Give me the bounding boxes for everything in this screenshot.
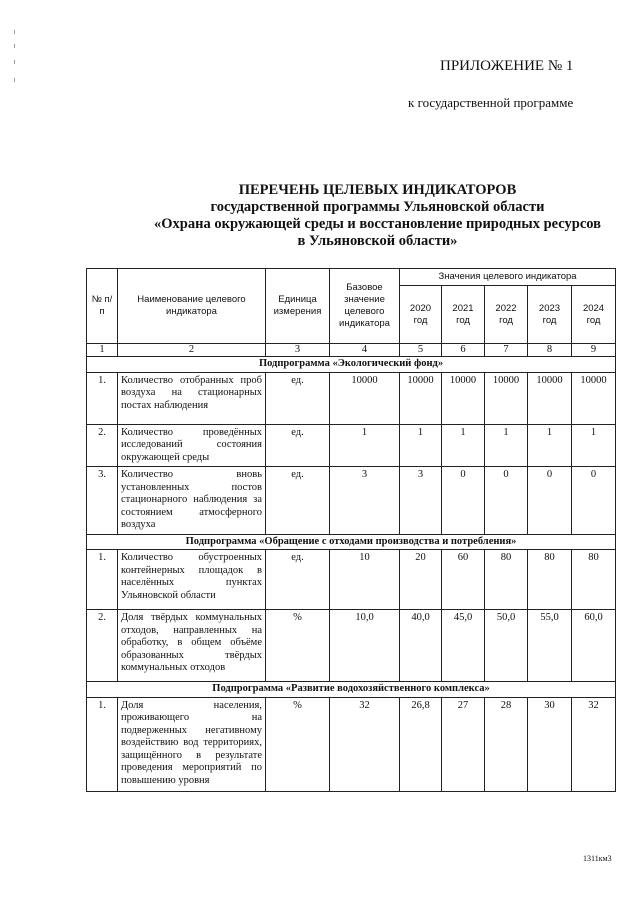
year-value-cell: 0 [528, 467, 572, 535]
year-value-cell: 20 [400, 550, 442, 610]
row-number: 1. [87, 550, 118, 610]
year-value-cell: 1 [485, 424, 528, 467]
table-row [87, 550, 616, 610]
year-value-cell: 1 [572, 424, 616, 467]
column-number: 4 [330, 344, 400, 357]
scan-specks [14, 30, 22, 90]
year-value-cell: 32 [572, 697, 616, 791]
year-value-cell: 10000 [485, 372, 528, 424]
unit-cell: ед. [266, 372, 330, 424]
document-title [100, 182, 640, 250]
subprogram-row [87, 357, 616, 373]
unit-cell: ед. [266, 550, 330, 610]
header-year: 2022 год [485, 286, 528, 344]
year-value-cell: 80 [528, 550, 572, 610]
unit-cell: ед. [266, 424, 330, 467]
base-value-cell: 1 [330, 424, 400, 467]
base-value-cell: 3 [330, 467, 400, 535]
unit-cell: ед. [266, 467, 330, 535]
year-value-cell: 1 [528, 424, 572, 467]
year-value-cell: 45,0 [442, 610, 485, 682]
subprogram-title: Подпрограмма «Экологический фонд» [87, 357, 616, 373]
indicator-name: Количество обустроенных контейнерных площадок в населённых пунктах Ульяновской области [118, 550, 266, 610]
year-value-cell: 40,0 [400, 610, 442, 682]
indicator-name: Количество отобранных проб воздуха на стационарных постах наблюдения [118, 372, 266, 424]
year-value-cell: 1 [400, 424, 442, 467]
year-value-cell: 26,8 [400, 697, 442, 791]
row-number: 1. [87, 372, 118, 424]
column-number: 7 [485, 344, 528, 357]
title-line-1: ПЕРЕЧЕНЬ ЦЕЛЕВЫХ ИНДИКАТОРОВ [238, 182, 517, 198]
row-number: 2. [87, 424, 118, 467]
column-number: 5 [400, 344, 442, 357]
year-value-cell: 0 [485, 467, 528, 535]
row-number: 2. [87, 610, 118, 682]
base-value-cell: 10,0 [330, 610, 400, 682]
column-number: 8 [528, 344, 572, 357]
title-line-2: государственной программы Ульяновской области [210, 199, 545, 215]
header-year: 2020 год [400, 286, 442, 344]
base-value-cell: 10 [330, 550, 400, 610]
header-values-group: Значения целевого индикатора [400, 269, 616, 286]
title-line-4: в Ульяновской области» [297, 233, 458, 249]
indicator-name: Количество проведённых исследований состояния окружающей среды [118, 424, 266, 467]
year-value-cell: 3 [400, 467, 442, 535]
year-value-cell: 28 [485, 697, 528, 791]
appendix-label: ПРИЛОЖЕНИЕ № 1 [440, 58, 574, 74]
document-code: 1311км3 [583, 854, 612, 863]
subprogram-row [87, 534, 616, 550]
subprogram-row [87, 682, 616, 698]
column-number: 3 [266, 344, 330, 357]
table-row [87, 610, 616, 682]
title-line-3: «Охрана окружающей среды и восстановление природных ресурсов [154, 216, 601, 232]
subprogram-title: Подпрограмма «Развитие водохозяйственного комплекса» [87, 682, 616, 698]
column-number: 9 [572, 344, 616, 357]
table-row [87, 697, 616, 791]
column-number: 1 [87, 344, 118, 357]
year-value-cell: 10000 [400, 372, 442, 424]
unit-cell: % [266, 610, 330, 682]
table-row [87, 372, 616, 424]
year-value-cell: 27 [442, 697, 485, 791]
year-value-cell: 50,0 [485, 610, 528, 682]
header-num: № п/п [87, 269, 118, 344]
year-value-cell: 80 [485, 550, 528, 610]
header-unit: Единица измерения [266, 269, 330, 344]
header-year: 2024 год [572, 286, 616, 344]
year-value-cell: 10000 [442, 372, 485, 424]
year-value-cell: 1 [442, 424, 485, 467]
base-value-cell: 10000 [330, 372, 400, 424]
year-value-cell: 0 [572, 467, 616, 535]
year-value-cell: 60 [442, 550, 485, 610]
column-number: 2 [118, 344, 266, 357]
header-year: 2023 год [528, 286, 572, 344]
year-value-cell: 10000 [572, 372, 616, 424]
table-header-row [87, 269, 616, 286]
year-value-cell: 60,0 [572, 610, 616, 682]
base-value-cell: 32 [330, 697, 400, 791]
header-year: 2021 год [442, 286, 485, 344]
table-row [87, 467, 616, 535]
year-value-cell: 10000 [528, 372, 572, 424]
indicator-name: Доля населения, проживающего на подверженных негативному воздействию вод территориях, защищённого в результате проведения мероприятий по повышению уровня [118, 697, 266, 791]
row-number: 1. [87, 697, 118, 791]
year-value-cell: 0 [442, 467, 485, 535]
table-row [87, 424, 616, 467]
appendix-subheading: к государственной программе [408, 95, 574, 110]
header-base: Базовое значение целевого индикатора [330, 269, 400, 344]
row-number: 3. [87, 467, 118, 535]
indicators-table [86, 268, 616, 792]
indicator-name: Доля твёрдых коммунальных отходов, направленных на обработку, в общем объёме образованных твёрдых коммунальных отходов [118, 610, 266, 682]
subprogram-title: Подпрограмма «Обращение с отходами производства и потребления» [87, 534, 616, 550]
year-value-cell: 80 [572, 550, 616, 610]
column-numbers-row [87, 344, 616, 357]
column-number: 6 [442, 344, 485, 357]
header-name: Наименование целевого индикатора [118, 269, 266, 344]
year-value-cell: 55,0 [528, 610, 572, 682]
unit-cell: % [266, 697, 330, 791]
year-value-cell: 30 [528, 697, 572, 791]
indicator-name: Количество вновь установленных постов стационарного наблюдения за состоянием атмосферного воздуха [118, 467, 266, 535]
